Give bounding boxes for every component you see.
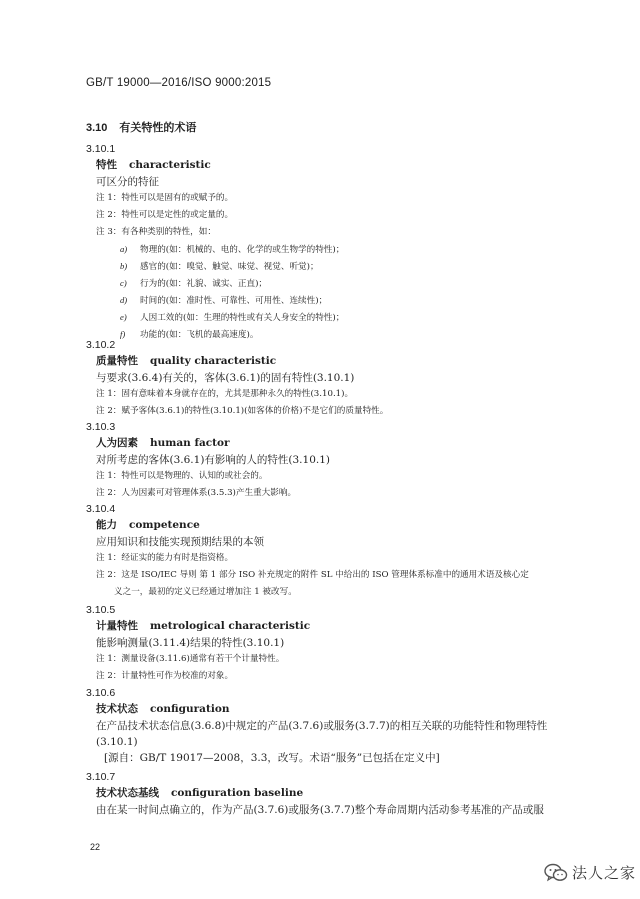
entry-number: 3.10.7: [86, 771, 116, 783]
list-item: [86, 309, 586, 326]
term-chinese: 特性: [96, 159, 117, 171]
term-entry-3-10-2: [86, 338, 586, 420]
list-item: [86, 258, 586, 275]
entry-note: 注 1：经证实的能力有时是指资格。: [96, 553, 234, 563]
term-entry-3-10-3: [86, 420, 586, 502]
entry-definition: 对所考虑的客体(3.6.1)有影响的人的特性(3.10.1): [96, 454, 330, 466]
entry-note: 注 1：测量设备(3.11.6)通常有若干个计量特性。: [96, 654, 285, 664]
entry-note: 注 1：特性可以是固有的或赋予的。: [96, 193, 234, 203]
entry-term: [86, 157, 586, 174]
entry-number: 3.10.6: [86, 687, 116, 699]
entry-note: 注 1：固有意味着本身就存在的，尤其是那种永久的特性(3.10.1)。: [96, 389, 354, 399]
entry-note: 注 2：特性可以是定性的或定量的。: [96, 210, 234, 220]
term-chinese: 能力: [96, 519, 117, 531]
list-marker: b): [120, 261, 128, 271]
watermark-text: 法人之家: [572, 864, 637, 882]
section-heading: [86, 119, 196, 135]
entry-term: [86, 618, 586, 635]
list-item: [86, 292, 586, 309]
entry-term: [86, 701, 586, 718]
entry-term: [86, 785, 586, 802]
entry-note: 注 2：计量特性可作为校准的对象。: [96, 671, 234, 681]
section-number: 3.10: [86, 122, 108, 134]
standard-header: GB/T 19000—2016/ISO 9000:2015: [86, 77, 272, 89]
list-marker: c): [120, 278, 127, 288]
list-text: 物理的(如：机械的、电的、化学的或生物学的特性)；: [140, 245, 345, 255]
term-chinese: 技术状态: [96, 703, 138, 715]
entry-note: 注 1：特性可以是物理的、认知的或社会的。: [96, 471, 268, 481]
entry-number: 3.10.2: [86, 339, 116, 351]
section-title: 有关特性的术语: [119, 121, 197, 134]
entry-note: 注 2：赋予客体(3.6.1)的特性(3.10.1)(如客体的价格)不是它们的质量特性。: [96, 406, 389, 416]
term-chinese: 计量特性: [96, 620, 138, 632]
list-text: 人因工效的(如：生理的特性或有关人身安全的特性)；: [140, 313, 345, 323]
entry-term: [86, 435, 586, 452]
list-text: 感官的(如：嗅觉、触觉、味觉、视觉、听觉)；: [140, 262, 319, 272]
term-chinese: 技术状态基线: [96, 787, 159, 799]
list-text: 时间的(如：准时性、可靠性、可用性、连续性)；: [140, 296, 328, 306]
term-english: configuration: [150, 703, 230, 715]
list-item: [86, 241, 586, 258]
list-marker: f): [120, 329, 126, 339]
entry-definition: 可区分的特征: [96, 176, 159, 188]
entry-definition: 能影响测量(3.11.4)结果的特性(3.10.1): [96, 637, 285, 649]
list-marker: e): [120, 312, 127, 322]
watermark: [544, 862, 636, 883]
entry-note-continuation: 义之一，最初的定义已经通过增加注 1 被改写。: [114, 587, 297, 597]
list-text: 行为的(如：礼貌、诚实、正直)；: [140, 279, 268, 289]
entry-note: 注 3：有各种类别的特性，如：: [96, 227, 216, 237]
page-number: 22: [90, 842, 101, 852]
entry-number: 3.10.4: [86, 503, 116, 515]
entry-term: [86, 353, 586, 370]
entry-definition: 与要求(3.6.4)有关的，客体(3.6.1)的固有特性(3.10.1): [96, 372, 355, 384]
entry-definition: 由在某一时间点确立的，作为产品(3.7.6)或服务(3.7.7)整个寿命周期内活动参考基准的产品或服: [96, 804, 544, 816]
entry-definition: 应用知识和技能实现预期结果的本领: [96, 536, 264, 548]
term-entry-3-10-1: [86, 142, 586, 343]
list-marker: d): [120, 295, 128, 305]
entry-number: 3.10.3: [86, 421, 116, 433]
term-english: characteristic: [129, 159, 211, 171]
term-entry-3-10-6: [86, 686, 586, 767]
entry-term: [86, 517, 586, 534]
term-entry-3-10-7: [86, 770, 586, 818]
list-text: 功能的(如：飞机的最高速度)。: [140, 330, 259, 340]
term-english: quality characteristic: [150, 355, 277, 367]
term-english: configuration baseline: [171, 787, 304, 799]
term-chinese: 质量特性: [96, 355, 138, 367]
wechat-icon: [544, 863, 568, 883]
entry-source: [源自：GB/T 19017—2008，3.3，改写。术语“服务”已包括在定义中]: [104, 752, 440, 764]
term-english: human factor: [150, 437, 230, 449]
term-chinese: 人为因素: [96, 437, 138, 449]
entry-note: 注 2：人为因素可对管理体系(3.5.3)产生重大影响。: [96, 488, 297, 498]
term-english: metrological characteristic: [150, 620, 311, 632]
term-english: competence: [129, 519, 200, 531]
entry-number: 3.10.1: [86, 143, 116, 155]
entry-note: 注 2：这是 ISO/IEC 导则 第 1 部分 ISO 补充规定的附件 SL 中给出的 ISO 管理体系标准中的通用术语及核心定: [96, 570, 529, 580]
entry-definition: 在产品技术状态信息(3.6.8)中规定的产品(3.7.6)或服务(3.7.7)的相互关联的功能特性和物理特性(3.10.1): [96, 720, 548, 748]
list-marker: a): [120, 244, 128, 254]
list-item: [86, 275, 586, 292]
term-entry-3-10-4: [86, 502, 586, 601]
entry-number: 3.10.5: [86, 604, 116, 616]
term-entry-3-10-5: [86, 603, 586, 685]
